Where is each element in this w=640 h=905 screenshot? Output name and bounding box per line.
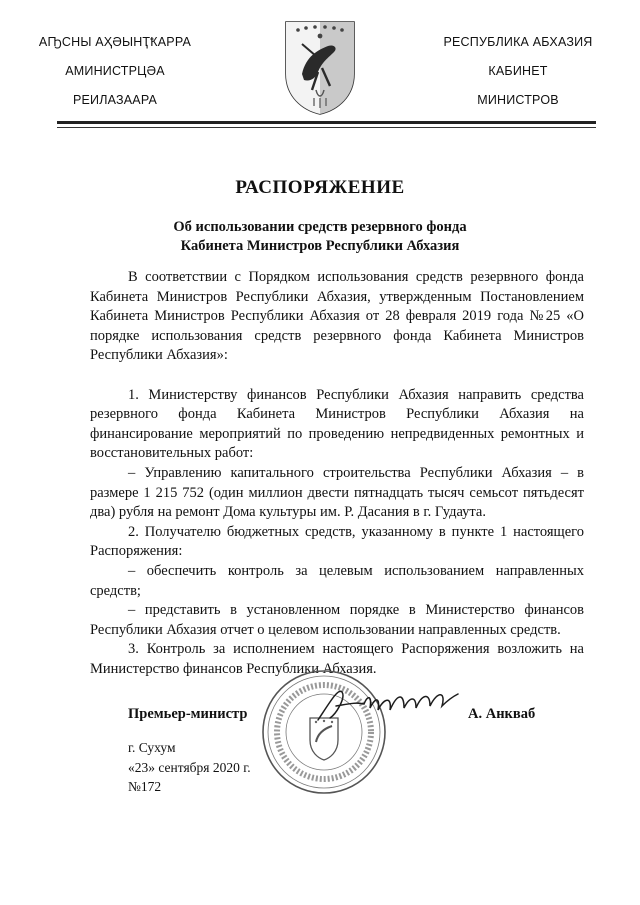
body-paragraph-item-2: 2. Получателю бюджетных средств, указанному в пункте 1 настоящего Распоряжения: <box>90 523 584 560</box>
document-title: РАСПОРЯЖЕНИЕ <box>235 177 405 198</box>
body-paragraph-item-3: 3. Контроль за исполнением настоящего Распоряжения возложить на Министерство финансов Республики Абхазия. <box>90 641 584 677</box>
header-right-line-2: КАБИНЕТ <box>488 64 548 78</box>
document-date: «23» сентября 2020 г. <box>128 760 251 775</box>
document-body <box>90 268 584 679</box>
subtitle-line-2: Кабинета Министров Республики Абхазия <box>180 238 460 254</box>
body-paragraph-preamble: В соответствии с Порядком использования средств резервного фонда Кабинета Министров Республики Абхазия, утвержденным Постановлением Кабинета Министров Республики Абхазия от 28 февраля 2019 года №25 «О порядке использования средств резервного фонда Кабинета Министров Республики Абхазия»: <box>90 269 584 364</box>
header-left-line-1: АҦСНЫ АҲӘЫНҬҞАРРА <box>38 35 192 49</box>
header-right-block <box>428 28 608 115</box>
header-right-line-3: МИНИСТРОВ <box>477 93 559 107</box>
header-right-line-1: РЕСПУБЛИКА АБХАЗИЯ <box>443 35 593 49</box>
header-left-line-2: АМИНИСТРЦӘА <box>65 64 165 78</box>
subtitle-line-1: Об использовании средств резервного фонда <box>173 219 467 235</box>
abkhazia-coat-of-arms-icon <box>282 16 358 116</box>
signatory-role: Премьер-министр <box>128 706 248 722</box>
header-divider-thin <box>57 127 596 128</box>
handwritten-signature-icon <box>312 682 462 728</box>
header-divider-thick <box>57 121 596 124</box>
signatory-name: А. Анкваб <box>468 706 536 722</box>
body-paragraph-item-1: 1. Министерству финансов Республики Абхазия направить средства резервного фонда Кабинета Министров Республики Абхазия на финансирование мероприятий по проведению непредвиденных ремонтных и восстановительных работ: <box>90 386 584 462</box>
header-left-block <box>20 28 210 115</box>
body-paragraph-item-2-sub-a: – обеспечить контроль за целевым использованием направленных средств; <box>90 562 584 599</box>
body-paragraph-item-2-sub-b: – представить в установленном порядке в Министерство финансов Республики Абхазия отчет о целевом использовании направленных средств. <box>90 602 584 638</box>
document-number: №172 <box>128 779 162 794</box>
document-subtitle <box>90 218 550 256</box>
body-paragraph-item-1-sub: – Управлению капитального строительства Республики Абхазия – в размере 1 215 752 (один миллион двести пятнадцать тысяч семьсот пятьдесят два) рубля на ремонт Дома культуры им. Р. Дасания в г. Гудаута. <box>90 464 584 521</box>
document-city: г. Сухум <box>128 740 176 755</box>
header-left-line-3: РЕИЛАЗААРА <box>72 93 158 107</box>
